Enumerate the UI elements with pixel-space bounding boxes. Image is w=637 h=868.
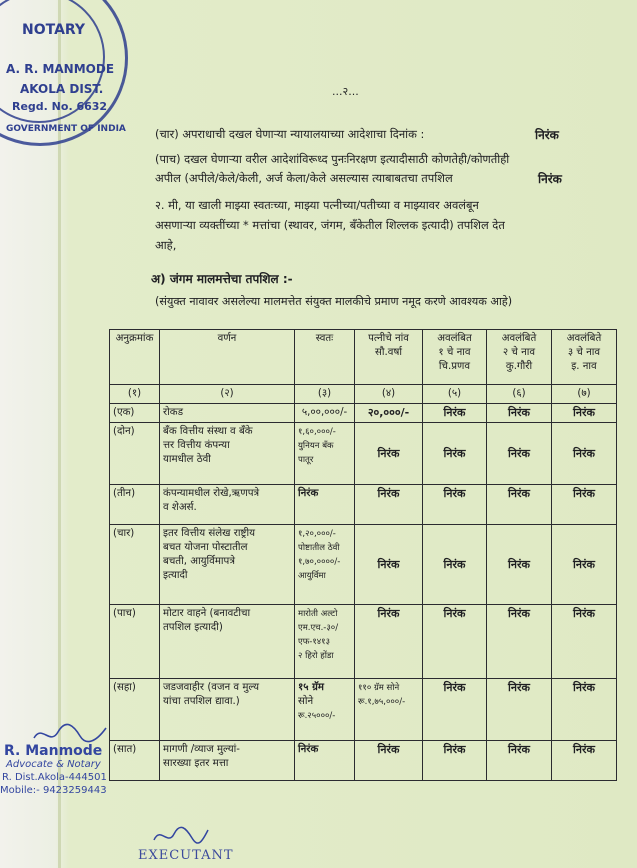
table-row <box>110 485 617 525</box>
table-row <box>110 404 617 423</box>
header-dependent-3: अवलंबिते ३ चे नाव इ. नाव <box>552 330 617 385</box>
row-serial: (सात) <box>110 741 160 781</box>
row-serial: (चार) <box>110 525 160 605</box>
row-dependent-2-value: निरंक <box>487 741 552 781</box>
stamp-name: R. Manmode <box>4 743 103 759</box>
row-wife-value: निरंक <box>355 605 423 679</box>
para-pach-line2: अपील (अपीले/केले/केली, अर्ज केला/केले असल्यास त्याबाबतचा तपशिल <box>155 171 453 185</box>
row-wife-value: निरंक <box>355 485 423 525</box>
row-dependent-3-value: निरंक <box>552 525 617 605</box>
header-self: स्वतः <box>295 330 355 385</box>
row-dependent-2-value: निरंक <box>487 404 552 423</box>
table-row <box>110 605 617 679</box>
header-dependent-1: अवलंबित १ चे नाव चि.प्रणव <box>423 330 487 385</box>
row-self-value: १,६०,०००/- युनियन बँक पातूर <box>295 423 355 485</box>
row-dependent-3-value: निरंक <box>552 485 617 525</box>
stamp-address: R. Dist.Akola-444501 <box>2 772 107 783</box>
column-number: (२) <box>160 385 295 404</box>
stamp-mobile: Mobile:- 9423259443 <box>0 785 107 796</box>
row-dependent-3-value: निरंक <box>552 605 617 679</box>
row-description: रोकड <box>160 404 295 423</box>
executant-signature <box>150 824 210 848</box>
para-pach-line1: (पाच) दखल घेणाऱ्या वरील आदेशांविरूध्द पुनःनिरक्षण इत्यादीसाठी कोणतेही/कोणतीही <box>155 152 510 166</box>
row-dependent-1-value: निरंक <box>423 605 487 679</box>
section-subheading: (संयुक्त नावावर असलेल्या मालमत्तेत संयुक्त मालकीचे प्रमाण नमूद करणे आवश्यक आहे) <box>155 295 513 308</box>
page-number-marker: ...२... <box>332 85 359 98</box>
table-row <box>110 741 617 781</box>
row-dependent-1-value: निरंक <box>423 404 487 423</box>
row-wife-value: निरंक <box>355 423 423 485</box>
row-dependent-2-value: निरंक <box>487 605 552 679</box>
row-self-value: १५ ग्रॅम सोने रू.२५०००/- <box>295 679 355 741</box>
column-number: (६) <box>487 385 552 404</box>
row-description: बँक वित्तीय संस्था व बँके त्तर वित्तीय कंपन्या यामधील ठेवी <box>160 423 295 485</box>
para-two-line1: २. मी, या खाली माझ्या स्वतःच्या, माझ्या पत्नीच्या/पतीच्या व माझ्यावर अवलंबून <box>155 198 479 212</box>
row-dependent-1-value: निरंक <box>423 525 487 605</box>
column-number: (४) <box>355 385 423 404</box>
section-heading: अ) जंगम मालमत्तेचा तपशिल :- <box>151 272 293 286</box>
movable-assets-table <box>109 329 617 781</box>
row-self-value: निरंक <box>295 485 355 525</box>
row-self-value: ५,००,०००/- <box>295 404 355 423</box>
row-wife-value: निरंक <box>355 525 423 605</box>
para-two-line3: आहे, <box>155 238 177 252</box>
stamp-title: Advocate & Notary <box>6 759 101 770</box>
notary-stamp <box>0 745 107 797</box>
row-dependent-3-value: निरंक <box>552 741 617 781</box>
header-dependent-2: अवलंबिते २ चे नाव कु.गौरी <box>487 330 552 385</box>
row-description: मोटार वाहने (बनावटीचा तपशिल इत्यादी) <box>160 605 295 679</box>
table-row <box>110 679 617 741</box>
row-dependent-1-value: निरंक <box>423 423 487 485</box>
column-number: (३) <box>295 385 355 404</box>
row-serial: (सहा) <box>110 679 160 741</box>
row-serial: (तीन) <box>110 485 160 525</box>
para-char-value: निरंक <box>535 128 559 142</box>
header-serial: अनुक्रमांक <box>110 330 160 385</box>
row-self-value: निरंक <box>295 741 355 781</box>
row-description: कंपन्यामधील रोखे,ऋणपत्रे व शेअर्स. <box>160 485 295 525</box>
row-dependent-1-value: निरंक <box>423 485 487 525</box>
row-dependent-2-value: निरंक <box>487 679 552 741</box>
para-pach-value: निरंक <box>538 172 562 186</box>
row-dependent-3-value: निरंक <box>552 679 617 741</box>
row-description: इतर वित्तीय संलेख राष्ट्रीय बचत योजना पोस्टातील बचती, आयुर्विमापत्रे इत्यादी <box>160 525 295 605</box>
para-char-text: (चार) अपराधाची दखल घेणाऱ्या न्यायालयाच्या आदेशाचा दिनांक : <box>155 127 425 141</box>
header-description: वर्णन <box>160 330 295 385</box>
row-self-value: मारोती अल्टो एम.एच.-३०/ एफ-१४१३ २ हिरो होंडा <box>295 605 355 679</box>
row-dependent-3-value: निरंक <box>552 423 617 485</box>
row-wife-value: ११० ग्रॅम सोने रू.१,७५,०००/- <box>355 679 423 741</box>
seal-place: AKOLA DIST. <box>20 82 104 96</box>
row-dependent-3-value: निरंक <box>552 404 617 423</box>
column-number: (५) <box>423 385 487 404</box>
column-number-row <box>110 385 617 404</box>
seal-top-word: NOTARY <box>22 22 86 38</box>
seal-bottom-word: GOVERNMENT OF INDIA <box>6 124 126 134</box>
row-serial: (एक) <box>110 404 160 423</box>
table-row <box>110 423 617 485</box>
column-number: (७) <box>552 385 617 404</box>
column-number: (१) <box>110 385 160 404</box>
row-dependent-1-value: निरंक <box>423 741 487 781</box>
row-dependent-2-value: निरंक <box>487 525 552 605</box>
row-serial: (दोन) <box>110 423 160 485</box>
para-two-line2: असणाऱ्या व्यक्तींच्या * मत्तांचा (स्थावर, जंगम, बँकेतील शिल्लक इत्यादी) तपशिल देत <box>155 218 505 232</box>
table-header-row <box>110 330 617 385</box>
row-dependent-2-value: निरंक <box>487 485 552 525</box>
row-dependent-1-value: निरंक <box>423 679 487 741</box>
seal-registration: Regd. No. 6632 <box>12 100 108 113</box>
executant-label: EXECUTANT <box>138 848 234 863</box>
row-self-value: १,२०,०००/- पोष्टातील ठेवी १,७०,००००/- आयुर्विमा <box>295 525 355 605</box>
row-wife-value: निरंक <box>355 741 423 781</box>
seal-name: A. R. MANMODE <box>6 62 115 76</box>
row-description: मागणी /व्याज मुल्यां- सारख्या इतर मत्ता <box>160 741 295 781</box>
row-description: जडजवाहीर (वजन व मुल्य यांचा तपशिल द्यावा.) <box>160 679 295 741</box>
row-wife-value: २०,०००/- <box>355 404 423 423</box>
header-wife: पत्नीचे नांव सौ.वर्षा <box>355 330 423 385</box>
row-dependent-2-value: निरंक <box>487 423 552 485</box>
row-serial: (पाच) <box>110 605 160 679</box>
table-row <box>110 525 617 605</box>
